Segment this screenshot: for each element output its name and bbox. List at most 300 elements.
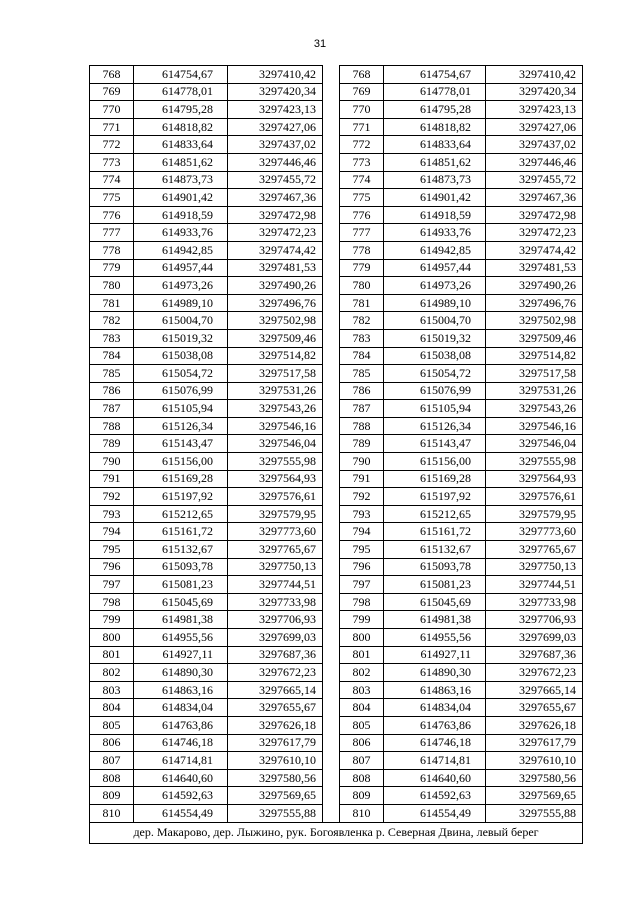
coord-y-left: 3297733,98: [228, 593, 323, 611]
coord-y-right: 3297555,98: [486, 453, 583, 471]
column-gap: [323, 699, 340, 717]
point-number-right: 773: [340, 153, 384, 171]
table-row: [90, 329, 583, 347]
point-number-left: 782: [90, 312, 134, 330]
coord-x-left: 615076,99: [134, 382, 228, 400]
table-row: [90, 558, 583, 576]
coord-x-right: 615132,67: [384, 541, 486, 559]
coord-x-left: 614927,11: [134, 646, 228, 664]
coord-y-left: 3297546,16: [228, 417, 323, 435]
coord-x-left: 615169,28: [134, 470, 228, 488]
coord-y-left: 3297509,46: [228, 329, 323, 347]
column-gap: [323, 347, 340, 365]
coord-y-right: 3297502,98: [486, 312, 583, 330]
point-number-left: 781: [90, 294, 134, 312]
coord-y-left: 3297517,58: [228, 365, 323, 383]
coord-y-left: 3297472,23: [228, 224, 323, 242]
coord-y-left: 3297672,23: [228, 664, 323, 682]
point-number-right: 778: [340, 241, 384, 259]
coord-y-right: 3297490,26: [486, 277, 583, 295]
table-row: [90, 576, 583, 594]
coord-x-left: 614778,01: [134, 83, 228, 101]
coord-x-left: 614973,26: [134, 277, 228, 295]
point-number-left: 810: [90, 804, 134, 822]
column-gap: [323, 294, 340, 312]
coord-x-right: 614795,28: [384, 101, 486, 119]
column-gap: [323, 241, 340, 259]
coord-y-left: 3297579,95: [228, 505, 323, 523]
coord-x-left: 614746,18: [134, 734, 228, 752]
coord-x-left: 614851,62: [134, 153, 228, 171]
point-number-right: 787: [340, 400, 384, 418]
column-gap: [323, 453, 340, 471]
coord-x-right: 614554,49: [384, 804, 486, 822]
point-number-left: 789: [90, 435, 134, 453]
coord-x-left: 615212,65: [134, 505, 228, 523]
coord-y-left: 3297546,04: [228, 435, 323, 453]
point-number-right: 796: [340, 558, 384, 576]
coord-y-left: 3297474,42: [228, 241, 323, 259]
coord-x-left: 614989,10: [134, 294, 228, 312]
point-number-left: 800: [90, 629, 134, 647]
coord-x-right: 615197,92: [384, 488, 486, 506]
coord-x-right: 615169,28: [384, 470, 486, 488]
coord-x-left: 614942,85: [134, 241, 228, 259]
point-number-right: 801: [340, 646, 384, 664]
point-number-right: 774: [340, 171, 384, 189]
table-row: [90, 593, 583, 611]
coord-x-right: 614851,62: [384, 153, 486, 171]
coord-y-left: 3297569,65: [228, 787, 323, 805]
coord-y-left: 3297423,13: [228, 101, 323, 119]
coord-y-right: 3297546,04: [486, 435, 583, 453]
table-row: [90, 646, 583, 664]
coord-x-left: 614795,28: [134, 101, 228, 119]
coord-x-left: 615019,32: [134, 329, 228, 347]
coord-y-left: 3297750,13: [228, 558, 323, 576]
point-number-left: 769: [90, 83, 134, 101]
column-gap: [323, 189, 340, 207]
point-number-right: 785: [340, 365, 384, 383]
coord-y-left: 3297576,61: [228, 488, 323, 506]
point-number-right: 803: [340, 681, 384, 699]
point-number-right: 771: [340, 118, 384, 136]
coord-x-right: 615019,32: [384, 329, 486, 347]
point-number-left: 803: [90, 681, 134, 699]
point-number-left: 808: [90, 769, 134, 787]
table-row: [90, 171, 583, 189]
point-number-left: 774: [90, 171, 134, 189]
point-number-left: 787: [90, 400, 134, 418]
coord-y-right: 3297509,46: [486, 329, 583, 347]
column-gap: [323, 171, 340, 189]
coord-y-right: 3297514,82: [486, 347, 583, 365]
coord-x-right: 615126,34: [384, 417, 486, 435]
point-number-left: 797: [90, 576, 134, 594]
coord-y-right: 3297467,36: [486, 189, 583, 207]
coord-x-left: 614592,63: [134, 787, 228, 805]
table-row: [90, 66, 583, 84]
column-gap: [323, 277, 340, 295]
coord-y-left: 3297467,36: [228, 189, 323, 207]
coord-y-right: 3297427,06: [486, 118, 583, 136]
coord-y-right: 3297555,88: [486, 804, 583, 822]
table-row: [90, 312, 583, 330]
point-number-left: 777: [90, 224, 134, 242]
coord-y-right: 3297733,98: [486, 593, 583, 611]
point-number-right: 769: [340, 83, 384, 101]
coord-x-left: 614754,67: [134, 66, 228, 84]
coord-x-left: 614554,49: [134, 804, 228, 822]
point-number-right: 807: [340, 752, 384, 770]
point-number-right: 802: [340, 664, 384, 682]
coord-y-right: 3297531,26: [486, 382, 583, 400]
table-row: [90, 734, 583, 752]
point-number-right: 781: [340, 294, 384, 312]
coord-x-left: 615105,94: [134, 400, 228, 418]
coord-y-right: 3297496,76: [486, 294, 583, 312]
column-gap: [323, 365, 340, 383]
table-row: [90, 505, 583, 523]
point-number-left: 792: [90, 488, 134, 506]
table-row: [90, 699, 583, 717]
column-gap: [323, 611, 340, 629]
coord-y-left: 3297744,51: [228, 576, 323, 594]
table-row: [90, 664, 583, 682]
column-gap: [323, 629, 340, 647]
coord-x-left: 614714,81: [134, 752, 228, 770]
point-number-right: 776: [340, 206, 384, 224]
table-row: [90, 611, 583, 629]
coord-x-right: 615212,65: [384, 505, 486, 523]
point-number-left: 793: [90, 505, 134, 523]
column-gap: [323, 769, 340, 787]
column-gap: [323, 101, 340, 119]
page-number: 31: [313, 38, 327, 50]
coord-x-right: 614927,11: [384, 646, 486, 664]
column-gap: [323, 83, 340, 101]
coord-y-left: 3297699,03: [228, 629, 323, 647]
coord-x-right: 614778,01: [384, 83, 486, 101]
point-number-right: 770: [340, 101, 384, 119]
coord-x-left: 615156,00: [134, 453, 228, 471]
table-row: [90, 453, 583, 471]
coord-x-left: 615132,67: [134, 541, 228, 559]
point-number-left: 795: [90, 541, 134, 559]
coord-y-right: 3297610,10: [486, 752, 583, 770]
table-row: [90, 136, 583, 154]
column-gap: [323, 523, 340, 541]
column-gap: [323, 224, 340, 242]
coord-x-right: 615161,72: [384, 523, 486, 541]
coord-y-left: 3297531,26: [228, 382, 323, 400]
coord-x-right: 614957,44: [384, 259, 486, 277]
coord-x-right: 614901,42: [384, 189, 486, 207]
coord-y-right: 3297410,42: [486, 66, 583, 84]
point-number-right: 777: [340, 224, 384, 242]
coord-y-left: 3297490,26: [228, 277, 323, 295]
column-gap: [323, 664, 340, 682]
coord-y-left: 3297655,67: [228, 699, 323, 717]
table-row: [90, 804, 583, 822]
coord-y-right: 3297580,56: [486, 769, 583, 787]
point-number-right: 790: [340, 453, 384, 471]
point-number-left: 788: [90, 417, 134, 435]
coord-y-left: 3297580,56: [228, 769, 323, 787]
coord-x-left: 615054,72: [134, 365, 228, 383]
coord-y-right: 3297626,18: [486, 716, 583, 734]
coord-y-right: 3297750,13: [486, 558, 583, 576]
coord-y-right: 3297420,34: [486, 83, 583, 101]
coord-y-right: 3297655,67: [486, 699, 583, 717]
point-number-right: 794: [340, 523, 384, 541]
coord-x-left: 614863,16: [134, 681, 228, 699]
point-number-left: 779: [90, 259, 134, 277]
point-number-right: 806: [340, 734, 384, 752]
coord-y-left: 3297617,79: [228, 734, 323, 752]
column-gap: [323, 734, 340, 752]
column-gap: [323, 488, 340, 506]
table-row: [90, 523, 583, 541]
coord-x-right: 614890,30: [384, 664, 486, 682]
point-number-right: 810: [340, 804, 384, 822]
coord-x-left: 614873,73: [134, 171, 228, 189]
column-gap: [323, 153, 340, 171]
coord-y-right: 3297765,67: [486, 541, 583, 559]
point-number-left: 786: [90, 382, 134, 400]
coord-y-left: 3297765,67: [228, 541, 323, 559]
coord-y-left: 3297496,76: [228, 294, 323, 312]
table-row: [90, 277, 583, 295]
coord-y-left: 3297773,60: [228, 523, 323, 541]
column-gap: [323, 787, 340, 805]
point-number-left: 772: [90, 136, 134, 154]
coord-x-left: 614933,76: [134, 224, 228, 242]
point-number-left: 809: [90, 787, 134, 805]
coord-y-right: 3297579,95: [486, 505, 583, 523]
table-row: [90, 294, 583, 312]
point-number-left: 794: [90, 523, 134, 541]
coord-x-right: 614918,59: [384, 206, 486, 224]
coord-y-left: 3297626,18: [228, 716, 323, 734]
table-row: [90, 241, 583, 259]
table-row: [90, 417, 583, 435]
coord-x-right: 614873,73: [384, 171, 486, 189]
coord-y-right: 3297472,23: [486, 224, 583, 242]
coord-x-right: 614942,85: [384, 241, 486, 259]
point-number-right: 784: [340, 347, 384, 365]
table-row: [90, 206, 583, 224]
column-gap: [323, 136, 340, 154]
coord-y-left: 3297706,93: [228, 611, 323, 629]
table-row: [90, 189, 583, 207]
coord-x-left: 614957,44: [134, 259, 228, 277]
column-gap: [323, 505, 340, 523]
coord-y-right: 3297699,03: [486, 629, 583, 647]
table-row: [90, 488, 583, 506]
coord-x-right: 614833,64: [384, 136, 486, 154]
coord-x-right: 615038,08: [384, 347, 486, 365]
coord-y-right: 3297423,13: [486, 101, 583, 119]
coord-x-left: 615093,78: [134, 558, 228, 576]
point-number-left: 783: [90, 329, 134, 347]
point-number-left: 790: [90, 453, 134, 471]
column-gap: [323, 400, 340, 418]
point-number-right: 775: [340, 189, 384, 207]
coord-x-left: 615143,47: [134, 435, 228, 453]
coord-x-left: 615045,69: [134, 593, 228, 611]
point-number-left: 805: [90, 716, 134, 734]
coord-x-right: 615093,78: [384, 558, 486, 576]
coordinates-table: [89, 65, 583, 844]
coord-y-right: 3297706,93: [486, 611, 583, 629]
coord-y-left: 3297555,98: [228, 453, 323, 471]
coord-y-right: 3297437,02: [486, 136, 583, 154]
table-row: [90, 629, 583, 647]
coord-y-right: 3297446,46: [486, 153, 583, 171]
coord-x-right: 614973,26: [384, 277, 486, 295]
point-number-left: 784: [90, 347, 134, 365]
point-number-left: 771: [90, 118, 134, 136]
point-number-right: 795: [340, 541, 384, 559]
column-gap: [323, 752, 340, 770]
point-number-left: 806: [90, 734, 134, 752]
column-gap: [323, 66, 340, 84]
coord-x-right: 614981,38: [384, 611, 486, 629]
point-number-right: 792: [340, 488, 384, 506]
coord-x-right: 614989,10: [384, 294, 486, 312]
coord-y-right: 3297576,61: [486, 488, 583, 506]
column-gap: [323, 118, 340, 136]
coord-x-right: 615004,70: [384, 312, 486, 330]
coord-x-right: 615081,23: [384, 576, 486, 594]
column-gap: [323, 470, 340, 488]
coord-x-right: 615156,00: [384, 453, 486, 471]
table-row: [90, 365, 583, 383]
table-row: [90, 470, 583, 488]
coord-y-right: 3297564,93: [486, 470, 583, 488]
point-number-right: 805: [340, 716, 384, 734]
point-number-left: 799: [90, 611, 134, 629]
point-number-left: 785: [90, 365, 134, 383]
point-number-left: 768: [90, 66, 134, 84]
coord-x-right: 614754,67: [384, 66, 486, 84]
column-gap: [323, 541, 340, 559]
point-number-right: 809: [340, 787, 384, 805]
coord-y-left: 3297555,88: [228, 804, 323, 822]
table-row: [90, 541, 583, 559]
coord-x-right: 614933,76: [384, 224, 486, 242]
point-number-right: 804: [340, 699, 384, 717]
coord-x-left: 614981,38: [134, 611, 228, 629]
coord-y-left: 3297410,42: [228, 66, 323, 84]
point-number-left: 780: [90, 277, 134, 295]
coord-x-left: 614918,59: [134, 206, 228, 224]
coord-y-right: 3297546,16: [486, 417, 583, 435]
table-row: [90, 681, 583, 699]
column-gap: [323, 329, 340, 347]
column-gap: [323, 681, 340, 699]
coord-x-left: 615004,70: [134, 312, 228, 330]
coord-x-left: 614834,04: [134, 699, 228, 717]
coord-y-left: 3297472,98: [228, 206, 323, 224]
location-caption: дер. Макарово, дер. Лыжино, рук. Богоявленка р. Северная Двина, левый берег: [90, 822, 583, 843]
table-row: [90, 752, 583, 770]
point-number-right: 808: [340, 769, 384, 787]
point-number-right: 780: [340, 277, 384, 295]
point-number-left: 775: [90, 189, 134, 207]
coord-y-left: 3297543,26: [228, 400, 323, 418]
column-gap: [323, 206, 340, 224]
table-row: [90, 224, 583, 242]
coord-x-left: 614890,30: [134, 664, 228, 682]
coord-y-left: 3297437,02: [228, 136, 323, 154]
coord-y-left: 3297502,98: [228, 312, 323, 330]
coord-y-right: 3297672,23: [486, 664, 583, 682]
coord-y-right: 3297687,36: [486, 646, 583, 664]
point-number-left: 778: [90, 241, 134, 259]
coord-x-left: 614901,42: [134, 189, 228, 207]
point-number-right: 779: [340, 259, 384, 277]
footer-row: [90, 822, 583, 843]
coord-y-right: 3297569,65: [486, 787, 583, 805]
column-gap: [323, 804, 340, 822]
coord-x-right: 615105,94: [384, 400, 486, 418]
coord-x-left: 614833,64: [134, 136, 228, 154]
coord-x-left: 614818,82: [134, 118, 228, 136]
table-row: [90, 153, 583, 171]
point-number-right: 788: [340, 417, 384, 435]
point-number-right: 793: [340, 505, 384, 523]
coord-y-right: 3297481,53: [486, 259, 583, 277]
coord-x-right: 614863,16: [384, 681, 486, 699]
coord-y-left: 3297481,53: [228, 259, 323, 277]
column-gap: [323, 593, 340, 611]
table-row: [90, 716, 583, 734]
column-gap: [323, 558, 340, 576]
coord-y-left: 3297687,36: [228, 646, 323, 664]
table-row: [90, 769, 583, 787]
point-number-right: 798: [340, 593, 384, 611]
coord-y-right: 3297455,72: [486, 171, 583, 189]
coord-y-left: 3297564,93: [228, 470, 323, 488]
point-number-right: 768: [340, 66, 384, 84]
coord-y-right: 3297472,98: [486, 206, 583, 224]
column-gap: [323, 417, 340, 435]
point-number-right: 789: [340, 435, 384, 453]
coord-x-right: 614955,56: [384, 629, 486, 647]
point-number-left: 773: [90, 153, 134, 171]
coord-y-left: 3297427,06: [228, 118, 323, 136]
table-row: [90, 435, 583, 453]
coord-x-left: 615038,08: [134, 347, 228, 365]
table-row: [90, 83, 583, 101]
coord-y-right: 3297665,14: [486, 681, 583, 699]
coord-x-right: 614834,04: [384, 699, 486, 717]
coord-x-left: 614640,60: [134, 769, 228, 787]
column-gap: [323, 716, 340, 734]
coord-y-left: 3297514,82: [228, 347, 323, 365]
coord-x-right: 614763,86: [384, 716, 486, 734]
table-row: [90, 347, 583, 365]
column-gap: [323, 259, 340, 277]
point-number-right: 800: [340, 629, 384, 647]
coord-x-right: 615143,47: [384, 435, 486, 453]
point-number-right: 782: [340, 312, 384, 330]
coord-x-left: 615161,72: [134, 523, 228, 541]
column-gap: [323, 435, 340, 453]
point-number-right: 786: [340, 382, 384, 400]
